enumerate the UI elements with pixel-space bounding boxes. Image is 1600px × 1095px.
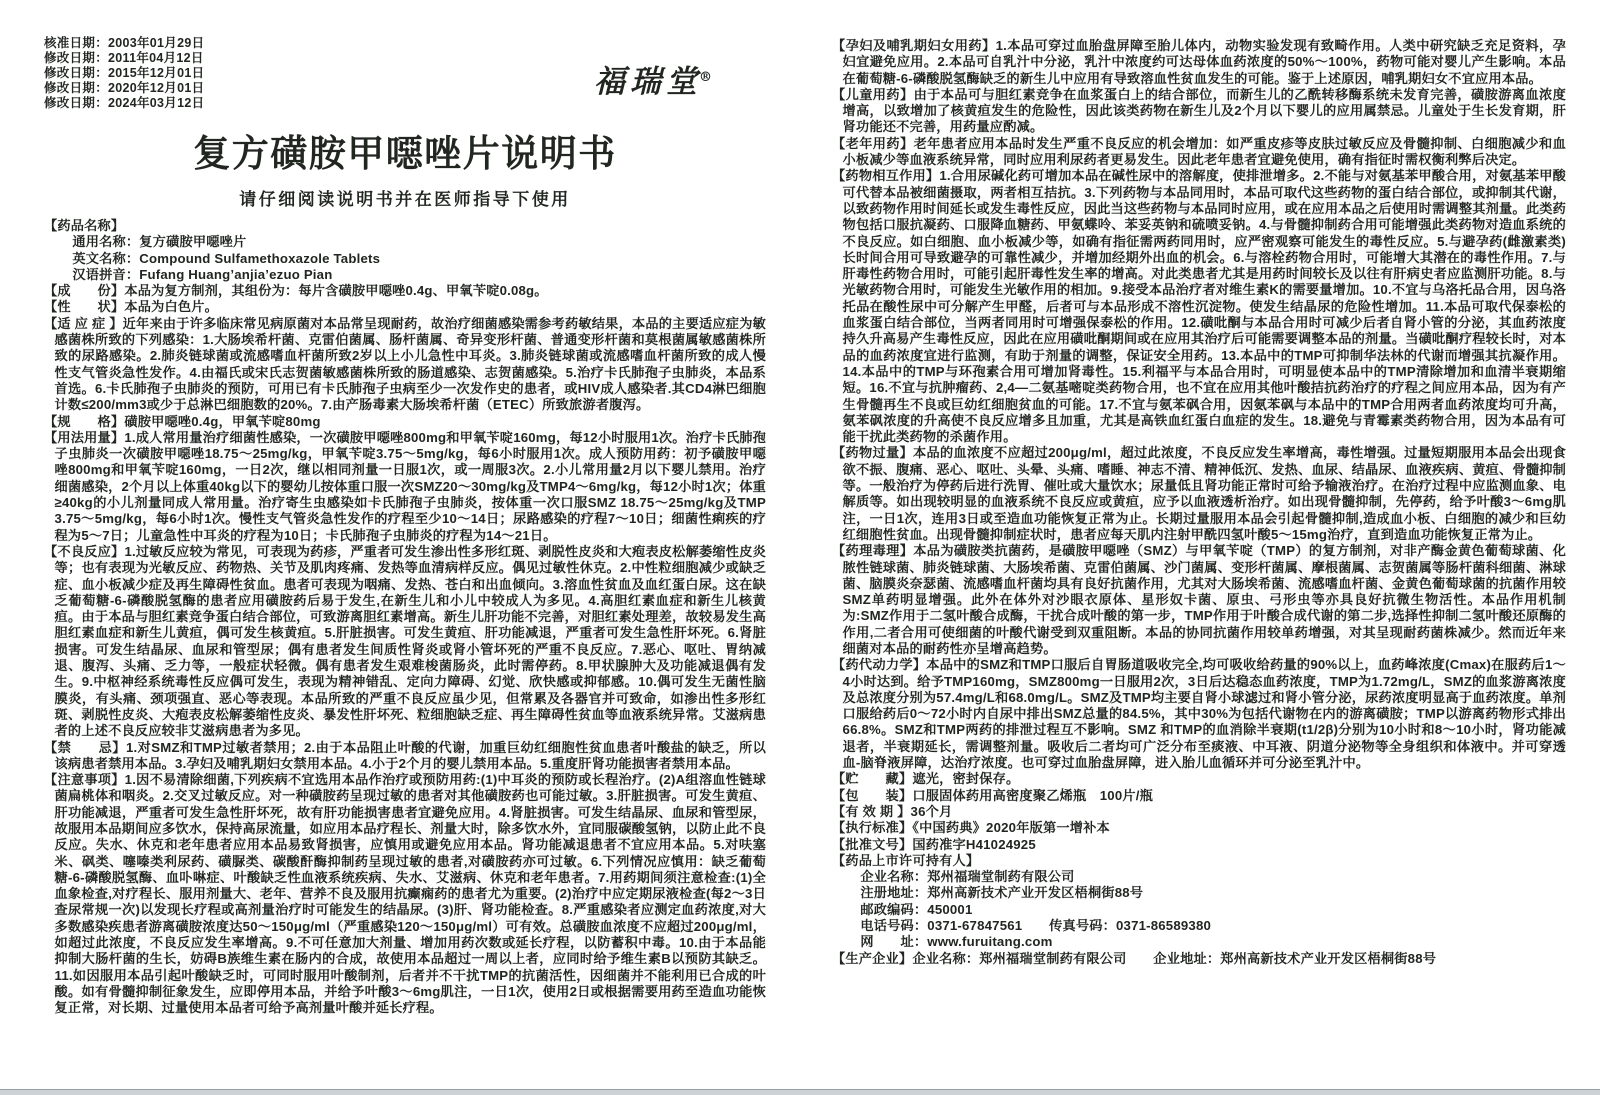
section-label-dosage: 【用法用量】	[44, 429, 125, 445]
section-label-indications: 【适 应 症 】	[44, 315, 123, 331]
leaflet-title: 复方磺胺甲噁唑片说明书	[193, 133, 617, 174]
section-license-holder-line-3: 电话号码：0371-67847561 传真号码：0371-86589380	[860, 918, 1212, 934]
registered-trademark-mark: ®	[699, 69, 712, 85]
section-label-adverse-reactions: 【不良反应】	[44, 543, 125, 559]
section-text-pediatric-use: 由于本品可与胆红素竞争在血浆蛋白上的结合部位，而新生儿的乙酰转移酶系统未发育完善，磺胺游离血浓度增高，以致增加了核黄疸发生的危险性，因此该类药物在新生儿及2个月以下婴儿的应用属禁忌。儿童处于生长发育期，肝肾功能还不完善，用药量应酌减。	[842, 86, 1566, 135]
section-text-pregnancy-lactation: 1.本品可穿过血胎盘屏障至胎儿体内，动物实验发现有致畸作用。人类中研究缺乏充足资料，孕妇宜避免应用。2.本品可自乳汁中分泌，乳汁中浓度约可达母体血药浓度的50%～100%，药物可能对婴儿产生影响。本品在葡萄糖-6-磷酸脱氢酶缺乏的新生儿中应用有导致溶血性贫血发生的可能。鉴于上述原因，哺乳期妇女不宜应用本品。	[842, 38, 1566, 86]
left-sections	[44, 218, 766, 1017]
section-label-license-holder: 【药品上市许可持有人】	[832, 852, 980, 868]
section-text-strength: 磺胺甲噁唑0.4g，甲氧苄啶80mg	[124, 413, 321, 429]
section-license-holder-line-4: 网 址：www.furuitang.com	[860, 934, 1053, 950]
section-license-holder	[832, 853, 1566, 951]
section-shelf-life	[832, 804, 1566, 820]
section-text-dosage: 1.成人常用量治疗细菌性感染，一次磺胺甲噁唑800mg和甲氧苄啶160mg，每12小时服用1次。治疗卡氏肺孢子虫肺炎一次磺胺甲噁唑18.75～25mg/kg，甲氧苄啶3.75～5mg/kg，每6小时服用1次。成人预防用药：初予磺胺甲噁唑800mg和甲氧苄啶160mg，一日2次，继以相同剂量一日服1次，或一周服3次。2.小儿常用量2月以下婴儿禁用。治疗细菌感染，2个月以上体重40kg以下的婴幼儿按体重口服一次SMZ20～30mg/kg及TMP4～6mg/kg，每12小时1次；体重≥40kg的小儿剂量同成人常用量。治疗寄生虫感染如卡氏肺孢子虫肺炎，按体重一次口服SMZ 18.75～25mg/kg及TMP 3.75～5mg/kg，每6小时1次。慢性支气管炎急性发作的疗程至少10～14日；尿路感染的疗程7～10日；细菌性痢疾的疗程为5～7日；儿童急性中耳炎的疗程为10日；卡氏肺孢子虫肺炎的疗程为14～21日。	[54, 429, 767, 543]
section-text-pharmacology-toxicology: 本品为磺胺类抗菌药，是磺胺甲噁唑（SMZ）与甲氧苄啶（TMP）的复方制剂，对非产酶金黄色葡萄球菌、化脓性链球菌、肺炎链球菌、大肠埃希菌、克雷伯菌属、沙门菌属、变形杆菌属、摩根菌属、志贺菌属等肠杆菌科细菌、淋球菌、脑膜炎奈瑟菌、流感嗜血杆菌均具有良好抗菌作用，尤其对大肠埃希菌、流感嗜血杆菌、金黄色葡萄球菌的抗菌作用较SMZ单药明显增强。此外在体外对沙眼衣原体、星形奴卡菌、原虫、弓形虫等亦具良好抗微生物活性。本品作用机制为:SMZ作用于二氢叶酸合成酶，干扰合成叶酸的第一步，TMP作用于叶酸合成代谢的第二步,选择性抑制二氢叶酸还原酶的作用,二者合用可使细菌的叶酸代谢受到双重阻断。本品的协同抗菌作用较单药增强，对其呈现耐药菌株减少。然而近年来细菌对本品的耐药性亦呈增高趋势。	[842, 543, 1567, 656]
section-pharmacology-toxicology	[832, 543, 1566, 657]
section-label-precautions: 【注意事项】	[44, 772, 125, 788]
section-ingredients	[44, 283, 766, 299]
section-text-indications: 近年来由于许多临床常见病原菌对本品常呈现耐药，故治疗细菌感染需参考药敏结果，本品的主要适应症为敏感菌株所致的下列感染：1.大肠埃希杆菌、克雷伯菌属、肠杆菌属、奇异变形杆菌、普通变形杆菌和莫根菌属敏感菌株所致的尿路感染。2.肺炎链球菌或流感嗜血杆菌所致2岁以上小儿急性中耳炎。3.肺炎链球菌或流感嗜血杆菌所致的成人慢性支气管炎急性发作。4.由福氏或宋氏志贺菌敏感菌株所致的肠道感染、志贺菌感染。5.治疗卡氏肺孢子虫肺炎，本品系首选。6.卡氏肺孢子虫肺炎的预防，可用已有卡氏肺孢子虫病至少一次发作史的患者，或HIV成人感染者.其CD4淋巴细胞计数≤200/mm3或少于总淋巴细胞数的20%。7.由产肠毒素大肠埃希杆菌（ETEC）所致旅游者腹泻。	[54, 315, 766, 413]
section-label-geriatric-use: 【老年用药】	[832, 135, 914, 151]
section-strength	[44, 414, 766, 430]
section-overdose	[832, 445, 1566, 543]
section-drug-name-line-0: 通用名称：复方磺胺甲噁唑片	[72, 234, 247, 250]
approval-dates	[44, 36, 204, 111]
section-label-pediatric-use: 【儿童用药】	[832, 86, 914, 102]
section-text-precautions: 1.因不易清除细菌,下列疾病不宜选用本品作治疗或预防用药:(1)中耳炎的预防或长程治疗。(2)A组溶血性链球菌扁桃体和咽炎。2.交叉过敏反应。对一种磺胺药呈现过敏的患者对其他磺胺药也可能过敏。3.肝脏损害。可发生黄疸、肝功能减退，严重者可发生急性肝坏死，故有肝功能损害患者宜避免应用。4.肾脏损害。可发生结晶尿、血尿和管型尿，故服用本品期间应多饮水，保持高尿流量，如应用本品疗程长、剂量大时，除多饮水外，宜同服碳酸氢钠，以防止此不良反应。失水、休克和老年患者应用本品易致肾损害，应慎用或避免应用本品。肾功能减退患者不宜应用本品。5.对呋塞米、砜类、噻嗪类利尿药、磺脲类、碳酸酐酶抑制药呈现过敏的患者,对磺胺药亦可过敏。6.下列情况应慎用：缺乏葡萄糖-6-磷酸脱氢酶、血卟啉症、叶酸缺乏性血液系统疾病、失水、艾滋病、休克和老年患者。7.用药期间须注意检查:(1)全血象检查,对疗程长、服用剂量大、老年、营养不良及服用抗癫痫药的患者尤为重要。(2)治疗中应定期尿液检查(每2～3日查尿常规一次)以发现长疗程或高剂量治疗时可能发生的结晶尿。(3)肝、肾功能检查。8.严重感染者应测定血药浓度,对大多数感染疾患者游离磺胺浓度达50～150μg/ml（严重感染120～150μg/ml）可有效。总磺胺血浓度不应超过200μg/ml，如超过此浓度，不良反应发生率增高。9.不可任意加大剂量、增加用药次数或延长疗程，以防蓄积中毒。10.由于本品能抑制大肠杆菌的生长，妨碍B族维生素在肠内的合成，故使用本品超过一周以上者，应同时给予维生素B以预防其缺乏。11.如因服用本品引起叶酸缺乏时，可同时服用叶酸制剂，后者并不干扰TMP的抗菌活性，因细菌并不能利用已合成的叶酸。如有骨髓抑制征象发生，应即停用本品，并给予叶酸3～6mg肌注，一日1次，使用2日或根据需要用药至造血功能恢复正常，对长期、过量使用本品者可给予高剂量叶酸并延长疗程。	[54, 772, 766, 1016]
section-approval-number	[832, 837, 1566, 853]
section-pregnancy-lactation	[832, 38, 1566, 87]
section-executive-standard	[832, 820, 1566, 836]
section-adverse-reactions	[44, 544, 766, 740]
section-text-pharmacokinetics: 本品中的SMZ和TMP口服后自胃肠道吸收完全,均可吸收给药量的90%以上，血药峰浓度(Cmax)在服药后1～4小时达到。给予TMP160mg，SMZ800mg一日服用2次，3日后达稳态血药浓度，TMP为1.72mg/L，SMZ的血浆游离浓度及总浓度分别为57.4mg/L和68.0mg/L。SMZ及TMP均主要自肾小球滤过和肾小管分泌，尿药浓度明显高于血药浓度。单剂口服给药后0～72小时内自尿中排出SMZ总量的84.5%，其中30%为包括代谢物在内的游离磺胺；TMP以游离药物形式排出66.8%。SMZ和TMP两药的排泄过程互不影响。SMZ 和TMP的血消除半衰期(t1/2β)分别为10小时和8～10小时，肾功能减退者，半衰期延长，需调整剂量。吸收后二者均可广泛分布至痰液、中耳液、阴道分泌物等全身组织和体液中。并可穿透血-脑脊液屏障，达治疗浓度。也可穿过血胎盘屏障，进入胎儿血循环并可分泌至乳汁中。	[842, 657, 1566, 771]
section-label-storage: 【贮 藏】	[832, 771, 913, 787]
section-text-packaging: 口服固体药用高密度聚乙烯瓶 100片/瓶	[912, 787, 1153, 803]
section-text-description: 本品为白色片。	[124, 299, 219, 315]
section-drug-interactions	[832, 168, 1566, 445]
section-label-drug-interactions: 【药物相互作用】	[832, 168, 940, 184]
leaflet-subtitle: 请仔细阅读说明书并在医师指导下使用	[239, 190, 571, 209]
section-license-holder-line-2: 邮政编码：450001	[860, 901, 973, 917]
section-description	[44, 299, 766, 315]
brand-logo-text: 福瑞堂	[594, 64, 702, 100]
section-license-holder-line-1: 注册地址：郑州高新技术产业开发区梧桐街88号	[860, 885, 1144, 901]
section-label-executive-standard: 【执行标准】	[832, 820, 913, 836]
section-precautions	[44, 772, 766, 1016]
section-dosage	[44, 430, 766, 544]
section-indications	[44, 316, 766, 414]
left-page	[44, 36, 766, 1095]
section-label-ingredients: 【成 份】	[44, 283, 125, 299]
section-text-geriatric-use: 老年患者应用本品时发生严重不良反应的机会增加：如严重皮疹等皮肤过敏反应及骨髓抑制、白细胞减少和血小板减少等血液系统异常，同时应用利尿药者更易发生。因此老年患者宜避免使用，确有指征时需权衡利弊后决定。	[842, 135, 1566, 168]
section-geriatric-use	[832, 136, 1566, 169]
section-label-shelf-life: 【有 效 期 】	[832, 803, 911, 819]
date-line: 修改日期：2024年03月12日	[44, 96, 205, 110]
left-page-header	[44, 36, 766, 111]
section-text-overdose: 本品的血浓度不应超过200μg/ml，超过此浓度，不良反应发生率增高，毒性增强。过量短期服用本品会出现食欲不振、腹痛、恶心、呕吐、头晕、头痛、嗜睡、神志不清、精神低沉、发热、血尿、结晶尿、血液疾病、黄疸、骨髓抑制等。一般治疗为停药后进行洗胃、催吐或大量饮水；尿量低且肾功能正常时可给予输液治疗。在治疗过程中应监测血象、电解质等。如出现较明显的血液系统不良反应或黄疸，应予以血液透析治疗。如出现骨髓抑制，先停药，给予叶酸3～6mg肌注，一日1次，连用3日或至造血功能恢复正常为止。长期过量服用本品会引起骨髓抑制,造成血小板、白细胞的减少和巨幼红细胞性贫血。出现骨髓抑制症状时，患者应每天肌内注射甲酰四氢叶酸5～15mg治疗，直到造血功能恢复正常为止。	[842, 445, 1566, 542]
section-license-holder-line-0: 企业名称：郑州福瑞堂制药有限公司	[860, 869, 1075, 885]
section-label-description: 【性 状】	[44, 299, 125, 315]
section-packaging	[832, 788, 1566, 804]
right-sections	[832, 38, 1566, 967]
section-label-contraindications: 【禁 忌】	[44, 739, 126, 755]
section-label-drug-name: 【药品名称】	[44, 218, 125, 233]
section-text-adverse-reactions: 1.过敏反应较为常见，可表现为药疹，严重者可发生渗出性多形红斑、剥脱性皮炎和大疱表皮松解萎缩性皮炎等；也有表现为光敏反应、药物热、关节及肌肉疼痛、发热等血清病样反应。偶见过敏性休克。2.中性粒细胞减少或缺乏症、血小板减少症及再生障碍性贫血。患者可表现为咽痛、发热、苍白和出血倾向。3.溶血性贫血及血红蛋白尿。这在缺乏葡萄糖-6-磷酸脱氢酶的患者应用磺胺药后易于发生,在新生儿和小儿中较成人为多见。4.高胆红素血症和新生儿核黄疸。由于本品与胆红素竞争蛋白结合部位，可致游离胆红素增高。新生儿肝功能不完善，对胆红素处理差，故较易发生高胆红素血症和新生儿黄疸，偶可发生核黄疸。5.肝脏损害。可发生黄疸、肝功能减退，严重者可发生急性肝坏死。6.肾脏损害。可发生结晶尿、血尿和管型尿；偶有患者发生间质性肾炎或肾小管坏死的严重不良反应。7.恶心、呕吐、胃纳减退、腹泻、头痛、乏力等，一般症状轻微。偶有患者发生艰难梭菌肠炎，此时需停药。8.甲状腺肿大及功能减退偶有发生。9.中枢神经系统毒性反应偶可发生，表现为精神错乱、定向力障碍、幻觉、欣快感或抑郁感。10.偶可发生无菌性脑膜炎，有头痛、颈项强直、恶心等表现。本品所致的严重不良反应虽少见，但常累及各器官并可致命，如渗出性多形红斑、剥脱性皮炎、大疱表皮松解萎缩性皮炎、暴发性肝坏死、粒细胞缺乏症、再生障碍性贫血等血液系统异常。艾滋病患者的上述不良反应较非艾滋病患者为多见。	[54, 543, 767, 739]
right-page	[832, 36, 1566, 1095]
scan-bottom-edge	[0, 1089, 1600, 1095]
section-drug-name-line-2: 汉语拼音：Fufang Huang’anjia’ezuo Pian	[72, 266, 333, 282]
brand-logo	[594, 56, 712, 101]
section-text-manufacturer: 企业名称：郑州福瑞堂制药有限公司 企业地址：郑州高新技术产业开发区梧桐街88号	[912, 950, 1437, 966]
section-drug-name-line-1: 英文名称：Compound Sulfamethoxazole Tablets	[72, 250, 381, 266]
section-label-pharmacokinetics: 【药代动力学】	[832, 657, 927, 673]
section-text-executive-standard: 《中国药典》2020年版第一增补本	[912, 820, 1110, 836]
section-text-storage: 遮光，密封保存。	[912, 771, 1020, 787]
section-label-packaging: 【包 装】	[832, 787, 913, 803]
section-pharmacokinetics	[832, 657, 1566, 771]
date-line: 修改日期：2020年12月01日	[44, 81, 205, 95]
section-label-pharmacology-toxicology: 【药理毒理】	[832, 543, 914, 559]
section-drug-name	[44, 218, 766, 283]
section-text-shelf-life: 36个月	[910, 803, 953, 819]
section-text-approval-number: 国药准字H41024925	[912, 836, 1036, 852]
date-line: 修改日期：2015年12月01日	[44, 66, 205, 80]
section-pediatric-use	[832, 87, 1566, 136]
section-storage	[832, 771, 1566, 787]
section-label-manufacturer: 【生产企业】	[832, 950, 913, 966]
section-text-drug-interactions: 1.合用尿碱化药可增加本品在碱性尿中的溶解度，使排泄增多。2.不能与对氨基苯甲酸合用，对氨基苯甲酸可代替本品被细菌摄取，两者相互拮抗。3.下列药物与本品同用时，本品可取代这些药物的蛋白结合部位，或抑制其代谢，以致药物作用时间延长或发生毒性反应，因此当这些药物与本品同时应用，或在应用本品之后使用时需调整其剂量。此类药物包括口服抗凝药、口服降血糖药、甲氨蝶呤、苯妥英钠和硫喷妥钠。4.与骨髓抑制药合用可能增强此类药物对造血系统的不良反应。如白细胞、血小板减少等，如确有指征需两药同用时，应严密观察可能发生的毒性反应。5.与避孕药(雌激素类)长时间合用可导致避孕的可靠性减少，并增加经期外出血的机会。6.与溶栓药物合用时，可能增大其潜在的毒性作用。7.与肝毒性药物合用时，可能引起肝毒性发生率的增高。对此类患者尤其是用药时间较长及以往有肝病史者应监测肝功能。8.与光敏药物合用时，可能发生光敏作用的相加。9.接受本品治疗者对维生素K的需要量增加。10.不宜与乌洛托品合用，因乌洛托品在酸性尿中可分解产生甲醛，后者可与本品形成不溶性沉淀物。使发生结晶尿的危险性增加。11.本品可取代保泰松的血浆蛋白结合部位，当两者同用时可增强保泰松的作用。12.磺吡酮与本品合用时可减少后者自肾小管的分泌，其血药浓度持久升高易产生毒性反应，因此在应用磺吡酮期间或在应用其治疗后可能需要调整本品的剂量。当磺吡酮疗程较长时，对本品的血药浓度宜进行监测，有助于剂量的调整，保证安全用药。13.本品中的TMP可抑制华法林的代谢而增强其抗凝作用。14.本品中的TMP与环孢素合用可增加肾毒性。15.利福平与本品合用时，可明显使本品中的TMP清除增加和血清半衰期缩短。16.不宜与抗肿瘤药、2,4—二氨基嘧啶类药物合用，也不宜在应用其他叶酸拮抗药治疗的疗程之间应用本品，因为有产生骨髓再生不良或巨幼红细胞贫血的可能。17.不宜与氨苯砜合用，因氨苯砜与本品中的TMP合用两者血药浓度均可升高，氨苯砜浓度的升高使不良反应增多且加重，尤其是高铁血红蛋白血症的发生。18.避免与青霉素类药物合用，因为本品有可能干扰此类药物的杀菌作用。	[842, 168, 1566, 445]
section-contraindications	[44, 740, 766, 773]
section-manufacturer	[832, 951, 1566, 967]
section-label-approval-number: 【批准文号】	[832, 836, 913, 852]
section-label-pregnancy-lactation: 【孕妇及哺乳期妇女用药】	[832, 38, 996, 53]
date-line: 修改日期：2011年04月12日	[44, 51, 204, 65]
section-text-contraindications: 1.对SMZ和TMP过敏者禁用；2.由于本品阻止叶酸的代谢，加重巨幼红细胞性贫血患者叶酸盐的缺乏，所以该病患者禁用本品。3.孕妇及哺乳期妇女禁用本品。4.小于2个月的婴儿禁用本品。5.重度肝肾功能损害者禁用本品。	[54, 739, 766, 771]
section-text-ingredients: 本品为复方制剂，其组份为：每片含磺胺甲噁唑0.4g、甲氧苄啶0.08g。	[124, 283, 548, 299]
section-label-strength: 【规 格】	[44, 413, 125, 429]
section-label-overdose: 【药物过量】	[832, 445, 914, 461]
date-line: 核准日期：2003年01月29日	[44, 36, 205, 50]
